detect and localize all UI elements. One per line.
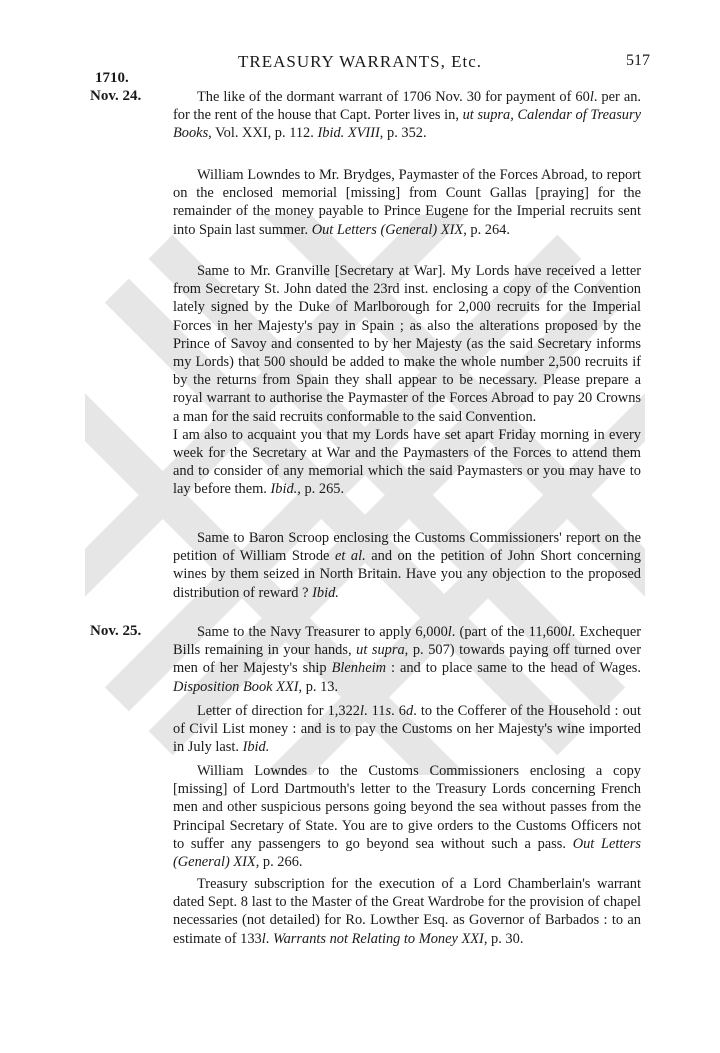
italic-run: Ibid. xyxy=(242,739,270,756)
italic-run: Blenheim xyxy=(331,660,386,677)
text-run: . per an. for the rent of the house that Capt. Porter lives in, xyxy=(173,89,641,124)
entry-paragraph xyxy=(173,875,641,948)
italic-run: Out Letters (General) XIX xyxy=(311,221,464,238)
entry-cofferer-household xyxy=(173,702,641,757)
entry-paragraph xyxy=(173,88,641,143)
entry-navy-treasurer xyxy=(173,623,641,696)
entry-paragraph xyxy=(173,262,641,426)
italic-run: d xyxy=(406,703,414,719)
text-run: : and to place same to the head of Wages. xyxy=(385,660,642,677)
text-run: , p. 265. xyxy=(297,481,345,498)
entry-paragraph xyxy=(173,529,641,602)
text-run: , p. 13. xyxy=(298,678,339,695)
text-run: William Lowndes to the Customs Commissioners enclosing a copy [missing] of Lord Dartmouth's letter to the Treasury Lords concerning French men and other suspicious persons going beyond the sea without passes from the Principal Secretary of State. You are to give orders to the Customs Officers not to suffer any passengers to go beyond sea without such a pass. xyxy=(173,763,641,852)
margin-date-nov-25: Nov. 25. xyxy=(90,623,142,639)
italic-run: l xyxy=(589,89,594,105)
text-run: , p. 266. xyxy=(255,854,303,871)
text-run: . (part of the 11,600 xyxy=(451,624,568,640)
margin-year: 1710. xyxy=(95,70,129,86)
entry-baron-scroop xyxy=(173,529,641,602)
entry-lowndes-brydges xyxy=(173,166,641,239)
italic-run: ut supra xyxy=(356,642,405,659)
entry-paragraph xyxy=(173,426,641,499)
entry-paragraph xyxy=(173,166,641,239)
italic-run: Ibid. xyxy=(312,584,339,601)
text-run: , p. 264. xyxy=(463,221,510,238)
entry-customs-passes xyxy=(173,762,641,871)
text-run: Letter of direction for 1,322 xyxy=(197,703,360,719)
italic-run: Out Letters (General) XIX xyxy=(173,835,641,871)
text-run: Same to Baron Scroop enclosing the Customs Commissioners' report on the petition of William Strode xyxy=(173,530,641,565)
italic-run: Disposition Book XXI xyxy=(173,678,299,695)
text-run: and on the petition of John Short concerning wines by them seized in North Britain. Have you any objection to the proposed distribution of reward ? xyxy=(173,548,641,601)
text-run: , p. 352. xyxy=(379,125,427,142)
text-run: Same to Mr. Granville [Secretary at War]. My Lords have received a letter from Secretary St. John dated the 23rd inst. enclosing a copy of the Convention lately signed by the Duke of Marlborough for 2,000 recruits for the Imperial Forces in her Majesty's pay in Spain ; as also the alterations proposed by the Prince of Savoy and consented to by her Majesty (as the said Secretary informs my Lords) that 500 should be added to make the whole number 2,500 recruits if by the returns from Spain they shall appear to be necessary. Please prepare a royal warrant to authorise the Paymaster of the Forces Abroad to pay 20 Crowns a man for the said recruits conformable to the said Convention. xyxy=(173,263,641,425)
text-run: , Vol. XXI, p. 112. xyxy=(208,125,318,142)
entry-paragraph xyxy=(173,762,641,871)
text-run: . xyxy=(265,930,273,947)
italic-run: l xyxy=(567,624,572,640)
entry-paragraph xyxy=(173,702,641,757)
italic-run: l xyxy=(447,624,452,640)
italic-run: Warrants not Relating to Money XXI xyxy=(272,930,484,947)
entry-granville-recruits xyxy=(173,262,641,499)
text-run: . 11 xyxy=(363,703,386,719)
text-run: , p. 30. xyxy=(483,930,524,947)
italic-run: s xyxy=(385,703,392,719)
text-run: . Exchequer Bills remaining in your hands, xyxy=(173,624,641,659)
margin-date-nov-24: Nov. 24. xyxy=(90,88,142,104)
entry-paragraph xyxy=(173,623,641,696)
italic-run: l xyxy=(359,703,364,719)
page-number: 517 xyxy=(626,52,650,69)
entry-chapel-necessaries xyxy=(173,875,641,948)
entry-dormant-warrant xyxy=(173,88,641,143)
text-run: William Lowndes to Mr. Brydges, Paymaster of the Forces Abroad, to report on the enclosed memorial [missing] from Count Gallas [praying] for the remainder of the money payable to Prince Eugene for the Imperial recruits sent into Spain last summer. xyxy=(173,167,641,238)
text-run: Treasury subscription for the execution of a Lord Chamberlain's warrant dated Sept. 8 last to the Master of the Great Wardrobe for the provision of chapel necessaries (not detailed) for Ro. Lowther Esq. as Governor of Barbados : to an estimate of 133 xyxy=(173,876,641,947)
text-run: . to the Cofferer of the Household : out of Civil List money : and is to pay the Customs on her Majesty's wine imported in July last. xyxy=(173,703,641,756)
text-run: The like of the dormant warrant of 1706 Nov. 30 for payment of 60 xyxy=(197,89,590,105)
text-run: . 6 xyxy=(391,703,406,719)
text-run: , p. 507) towards paying off turned over men of her Majesty's ship xyxy=(173,642,641,677)
italic-run: Ibid. XVIII xyxy=(317,125,380,142)
italic-run: Ibid. xyxy=(270,481,298,498)
italic-run: et al. xyxy=(334,548,366,565)
text-run: I am also to acquaint you that my Lords have set apart Friday morning in every week for the Secretary at War and the Paymasters of the Forces to attend them and to consider of any memorial which the said Paymasters or you may have to lay before them. xyxy=(173,426,641,498)
italic-run: ut supra, Calendar of Treasury Books xyxy=(173,107,641,142)
italic-run: l xyxy=(261,930,266,947)
text-run: Same to the Navy Treasurer to apply 6,000 xyxy=(197,624,448,640)
header-title: TREASURY WARRANTS, Etc. xyxy=(237,52,483,71)
